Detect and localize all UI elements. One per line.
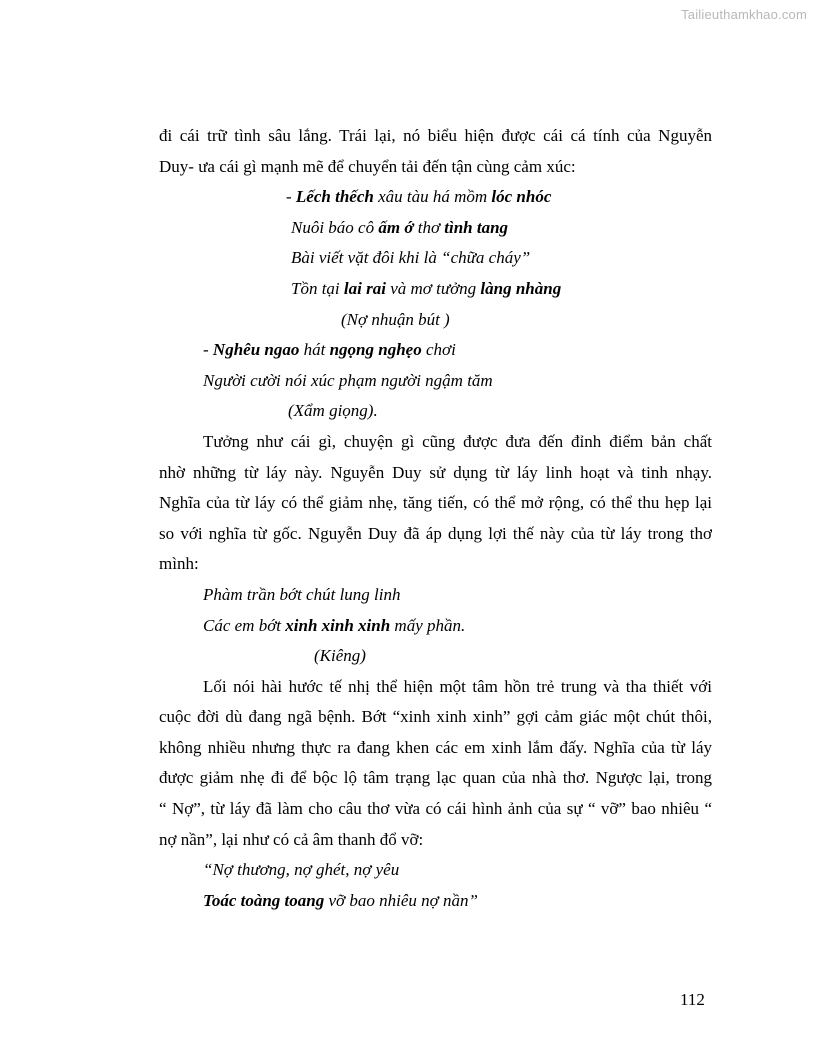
poem-line [159, 335, 712, 366]
poem-bold-word: tình tang [444, 217, 509, 237]
poem-bold-word: lóc nhóc [491, 187, 552, 207]
poem-line [159, 611, 712, 642]
poem-bold-word: ấm ớ [378, 217, 414, 237]
paragraph-line: đi cái trữ tình sâu lắng. Trái lại, nó biểu hiện được cái cá tính của Nguyễn [159, 126, 712, 145]
poem-line: “Nợ thương, nợ ghét, nợ yêu [203, 860, 400, 880]
poem-line [159, 274, 712, 305]
poem-dash: - [286, 187, 296, 207]
poem-line: Bài viết vặt đôi khi là “chữa cháy” [291, 248, 531, 268]
paragraph-line: Nghĩa của từ láy có thể giảm nhẹ, tăng tiến, có thể mở rộng, có thể thu hẹp lại [159, 493, 712, 513]
poem-text: Tồn tại [291, 278, 344, 298]
poem-text: chơi [421, 340, 456, 360]
poem-line [159, 182, 712, 213]
poem-bold-word: làng nhàng [480, 278, 562, 298]
page-content [159, 121, 712, 916]
poem-text: vỡ bao nhiêu nợ nần” [324, 890, 478, 910]
watermark: Tailieuthamkhao.com [681, 7, 807, 22]
poem-bold-word: lai rai [343, 278, 386, 298]
paragraph-line: Duy- ưa cái gì mạnh mẽ để chuyển tải đến tận cùng cảm xúc: [159, 156, 576, 176]
paragraph-line: Lối nói hài hước tế nhị thể hiện một tâm hồn trẻ trung và tha thiết với [203, 676, 712, 696]
poem-source: (Kiêng) [314, 646, 366, 666]
poem-bold-word: xinh xinh xinh [285, 615, 391, 635]
poem-source: (Nợ nhuận bút ) [341, 309, 450, 329]
poem-source: (Xẩm giọng). [288, 401, 378, 421]
poem-dash: - [203, 340, 213, 360]
poem-line: Phàm trần bớt chút lung linh [203, 584, 401, 604]
poem-text: thơ [413, 217, 445, 237]
paragraph-line: không nhiều nhưng thực ra đang khen các em xinh lắm đấy. Nghĩa của từ láy [159, 737, 712, 757]
poem-text: Các em bớt [203, 615, 286, 635]
page-number: 112 [680, 990, 705, 1009]
poem-bold-word: Lếch thếch [295, 187, 374, 207]
poem-bold-word: ngọng nghẹo [329, 340, 422, 360]
poem-text: hát [299, 340, 330, 360]
paragraph-line: mình: [159, 554, 199, 574]
poem-line: Người cười nói xúc phạm người ngậm tăm [203, 370, 493, 390]
poem-bold-word: Nghêu ngao [212, 340, 300, 360]
poem-line [159, 213, 712, 244]
paragraph-line: cuộc đời dù đang ngã bệnh. Bớt “xinh xinh xinh” gợi cảm giác một chút thôi, [159, 707, 712, 727]
poem-text: mấy phần. [390, 615, 466, 635]
poem-bold-word: Toác toàng toang [203, 890, 325, 910]
paragraph-line: Tưởng như cái gì, chuyện gì cũng được đưa đến đỉnh điểm bản chất [203, 431, 712, 451]
poem-line [159, 886, 712, 917]
paragraph-line: nợ nần”, lại như có cả âm thanh đổ vỡ: [159, 829, 424, 849]
poem-text: và mơ tưởng [385, 278, 481, 298]
paragraph-line: được giảm nhẹ đi để bộc lộ tâm trạng lạc quan của nhà thơ. Ngược lại, trong [159, 768, 712, 788]
poem-text: xâu tàu há mồm [373, 187, 492, 207]
paragraph-line: “ Nợ”, từ láy đã làm cho câu thơ vừa có cái hình ảnh của sự “ vỡ” bao nhiêu “ [159, 799, 712, 819]
paragraph-line: nhờ những từ láy này. Nguyễn Duy sử dụng từ láy linh hoạt và tinh nhạy. [159, 462, 712, 482]
paragraph-line: so với nghĩa từ gốc. Nguyễn Duy đã áp dụng lợi thế này của từ láy trong thơ [159, 523, 712, 543]
poem-text: Nuôi báo cô [291, 217, 379, 237]
